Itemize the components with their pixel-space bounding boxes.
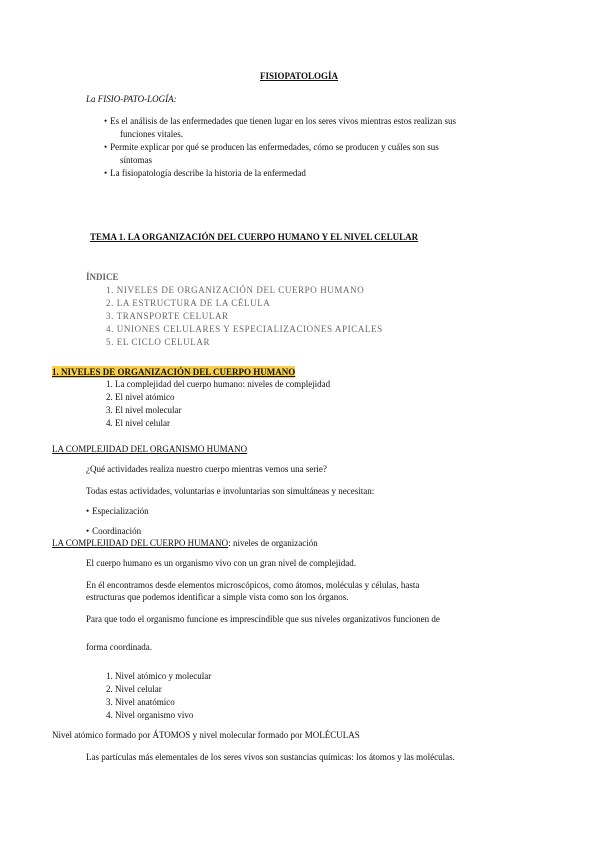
nivel-atomico-p1: Las partículas más elementales de los seres vivos son sustancias químicas: los átomos y las moléculas. — [86, 752, 455, 762]
indice-item: 3. TRANSPORTE CELULAR — [106, 311, 229, 321]
indice-list — [106, 284, 383, 349]
level-item: 1. Nivel atómico y molecular — [106, 671, 212, 681]
complejidad-cuerpo-heading-rest: : niveles de organización — [228, 538, 318, 548]
section1-list — [106, 378, 330, 430]
cuerpo-p3-line2: forma coordinada. — [86, 642, 152, 652]
cuerpo-p1: El cuerpo humano es un organismo vivo con un gran nivel de complejidad. — [86, 558, 357, 568]
section1-item: 3. El nivel molecular — [106, 405, 182, 415]
page-title: FISIOPATOLOGÍA — [260, 71, 339, 81]
section1-item: 4. El nivel celular — [106, 418, 170, 428]
indice-heading: ÍNDICE — [86, 272, 119, 282]
section1-item: 2. El nivel atómico — [106, 392, 175, 402]
nivel-atomico-heading: Nivel atómico formado por ÁTOMOS y nivel molecular formado por MOLÉCULAS — [52, 730, 360, 740]
indice-item: 2. LA ESTRUCTURA DE LA CÉLULA — [106, 298, 271, 308]
complejidad-cuerpo-heading — [52, 537, 318, 549]
section1-item: 1. La complejidad del cuerpo humano: niveles de complejidad — [106, 379, 331, 389]
bullet-coordinacion: • Coordinación — [86, 525, 141, 537]
intro-bullet-1-cont: funciones vitales. — [120, 129, 183, 139]
intro-heading: La FISIO-PATO-LOGÍA: — [86, 94, 177, 104]
section1-heading: 1. NIVELES DE ORGANIZACIÓN DEL CUERPO HUMANO — [52, 367, 296, 377]
bullet-especializacion: • Especialización — [86, 505, 149, 517]
indice-item: 5. EL CICLO CELULAR — [106, 337, 211, 347]
cuerpo-p2-line1: En él encontramos desde elementos microscópicos, como átomos, moléculas y células, hasta — [86, 580, 420, 590]
levels-list — [106, 670, 211, 722]
intro-bullet-2-cont: síntomas — [120, 155, 153, 165]
level-item: 3. Nivel anatómico — [106, 697, 175, 707]
cuerpo-p2-line2: estructuras que podemos identificar a simple vista como son los órganos. — [86, 592, 349, 602]
complejidad-question: ¿Qué actividades realiza nuestro cuerpo mientras vemos una serie? — [86, 464, 327, 474]
tema-title: TEMA 1. LA ORGANIZACIÓN DEL CUERPO HUMANO Y EL NIVEL CELULAR — [90, 232, 419, 242]
cuerpo-p3-line1: Para que todo el organismo funcione es imprescindible que sus niveles organizativos funcionen de — [86, 614, 440, 624]
indice-item: 1. NIVELES DE ORGANIZACIÓN DEL CUERPO HUMANO — [106, 285, 365, 295]
complejidad-statement: Todas estas actividades, voluntarias e involuntarias son simultáneas y necesitan: — [86, 486, 375, 496]
intro-bullet-3: • La fisiopatología describe la historia de la enfermedad — [104, 167, 306, 179]
intro-bullet-1: • Es el análisis de las enfermedades que tienen lugar en los seres vivos mientras estos realizan sus — [104, 115, 456, 127]
complejidad-organismo-heading: LA COMPLEJIDAD DEL ORGANISMO HUMANO — [52, 444, 248, 454]
intro-bullet-2: • Permite explicar por qué se producen las enfermedades, cómo se producen y cuáles son sus — [104, 141, 439, 153]
level-item: 2. Nivel celular — [106, 684, 162, 694]
indice-item: 4. UNIONES CELULARES Y ESPECIALIZACIONES APICALES — [106, 324, 383, 334]
level-item: 4. Nivel organismo vivo — [106, 710, 194, 720]
complejidad-cuerpo-heading-main: LA COMPLEJIDAD DEL CUERPO HUMANO — [52, 538, 229, 548]
